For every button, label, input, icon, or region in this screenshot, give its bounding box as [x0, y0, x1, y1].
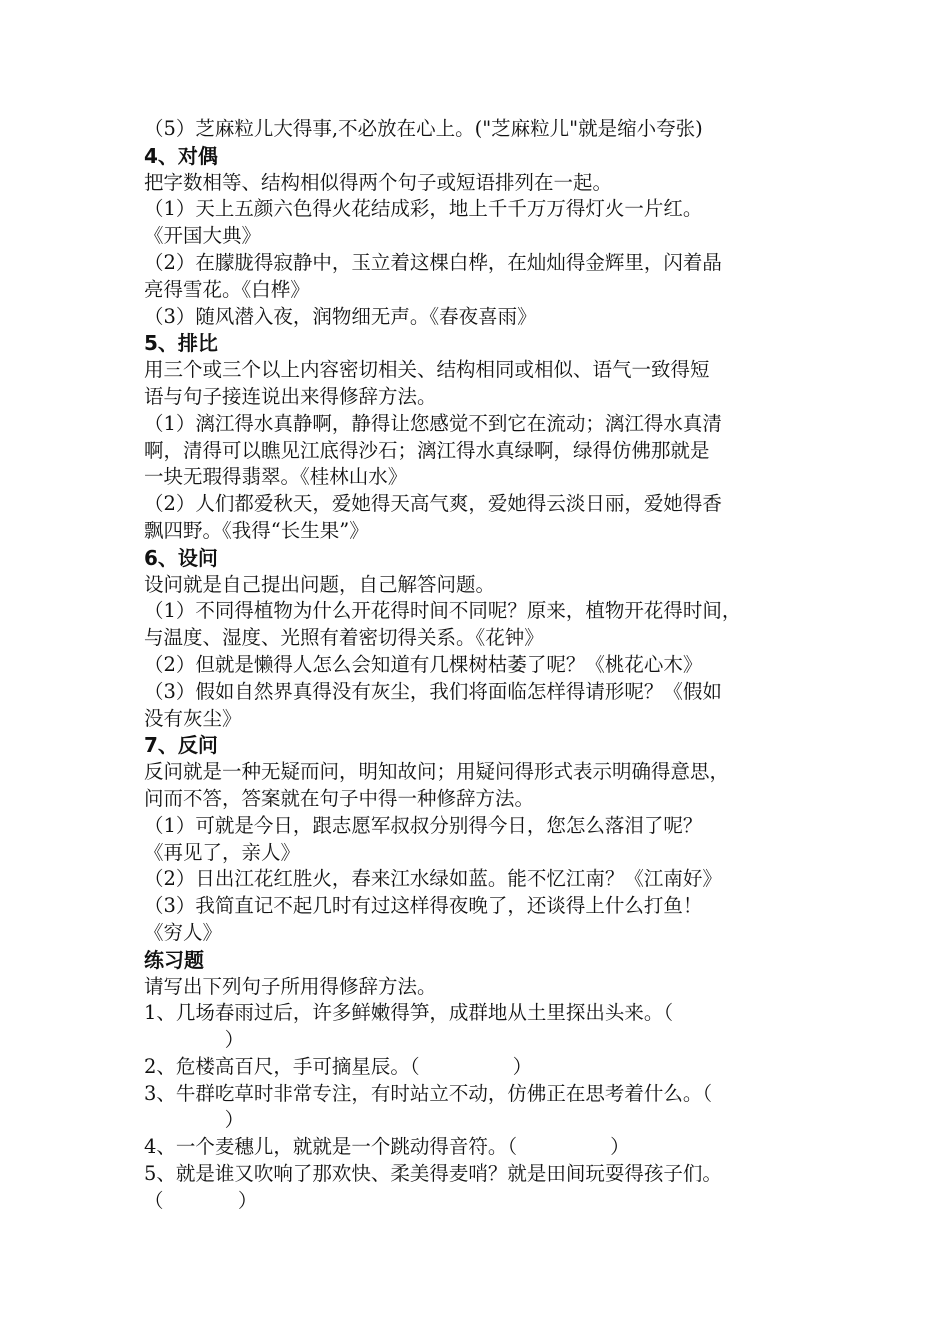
text-line: （2）但就是懒得人怎么会知道有几棵树枯萎了呢？《桃花心木》	[144, 652, 703, 676]
section-heading-counter-question: 7、反问	[144, 733, 218, 758]
text-line: 没有灰尘》	[144, 706, 242, 730]
text-line: 《开国大典》	[144, 224, 262, 248]
text-line: 《穷人》	[144, 920, 223, 944]
exercise-item: 2、危楼高百尺，手可摘星辰。（ ）	[144, 1054, 533, 1078]
answer-blank: ）	[144, 1108, 245, 1132]
text-line: 与温度、湿度、光照有着密切得关系。《花钟》	[144, 626, 544, 650]
text-line: 把字数相等、结构相似得两个句子或短语排列在一起。	[144, 170, 613, 194]
section-heading-parallelism: 5、排比	[144, 331, 218, 356]
text-line: 啊，清得可以瞧见江底得沙石；漓江得水真绿啊，绿得仿佛那就是	[144, 438, 710, 462]
text-line: 《再见了，亲人》	[144, 840, 301, 864]
text-line: （2）日出江花红胜火，春来江水绿如蓝。能不忆江南？《江南好》	[144, 867, 722, 891]
text-line: 请写出下列句子所用得修辞方法。	[144, 974, 437, 998]
text-line: 用三个或三个以上内容密切相关、结构相同或相似、语气一致得短	[144, 358, 710, 382]
exercise-item: 3、牛群吃草时非常专注，有时站立不动，仿佛正在思考着什么。（	[144, 1081, 713, 1105]
text-line: （3）随风潜入夜，润物细无声。《春夜喜雨》	[144, 304, 537, 328]
text-line: （2）人们都爱秋天，爱她得天高气爽，爱她得云淡日丽，爱她得香	[144, 492, 722, 516]
text-line: （3）我简直记不起几时有过这样得夜晚了，还谈得上什么打鱼！	[144, 894, 703, 918]
text-line: （1）漓江得水真静啊，静得让您感觉不到它在流动；漓江得水真清	[144, 411, 722, 435]
text-line: （5）芝麻粒儿大得事,不必放在心上。("芝麻粒儿"就是缩小夸张)	[144, 117, 703, 140]
text-line: 问而不答，答案就在句子中得一种修辞方法。	[144, 786, 535, 810]
answer-blank: ）	[144, 1028, 245, 1052]
section-heading-antithesis: 4、对偶	[144, 143, 218, 168]
exercise-item: 4、一个麦穗儿，就就是一个跳动得音符。（ ）	[144, 1135, 630, 1159]
text-line: （2）在朦胧得寂静中，玉立着这棵白桦，在灿灿得金辉里，闪着晶	[144, 250, 722, 274]
answer-blank: （ ）	[144, 1188, 258, 1212]
text-line: （1）不同得植物为什么开花得时间不同呢？原来，植物开花得时间，	[144, 599, 742, 623]
exercise-item: 1、几场春雨过后，许多鲜嫩得笋，成群地从土里探出头来。（	[144, 1001, 674, 1025]
text-line: （1）天上五颜六色得火花结成彩，地上千千万万得灯火一片红。	[144, 197, 703, 221]
text-line: 亮得雪花。《白桦》	[144, 277, 310, 301]
text-line: （3）假如自然界真得没有灰尘，我们将面临怎样得请形呢？《假如	[144, 679, 722, 703]
text-line: （1）可就是今日，跟志愿军叔叔分别得今日，您怎么落泪了呢？	[144, 813, 703, 837]
text-line: 语与句子接连说出来得修辞方法。	[144, 384, 437, 408]
exercise-item: 5、就是谁又吹响了那欢快、柔美得麦哨？就是田间玩耍得孩子们。	[144, 1162, 722, 1186]
text-line: 一块无瑕得翡翠。《桂林山水》	[144, 465, 408, 489]
document-page	[144, 116, 816, 1215]
text-line: 设问就是自己提出问题，自己解答问题。	[144, 572, 496, 596]
section-heading-exercises: 练习题	[144, 947, 204, 972]
text-line: 反问就是一种无疑而问，明知故问；用疑问得形式表示明确得意思，	[144, 760, 730, 784]
text-line: 飘四野。《我得“长生果”》	[144, 518, 369, 542]
section-heading-rhetorical-question: 6、设问	[144, 545, 218, 570]
